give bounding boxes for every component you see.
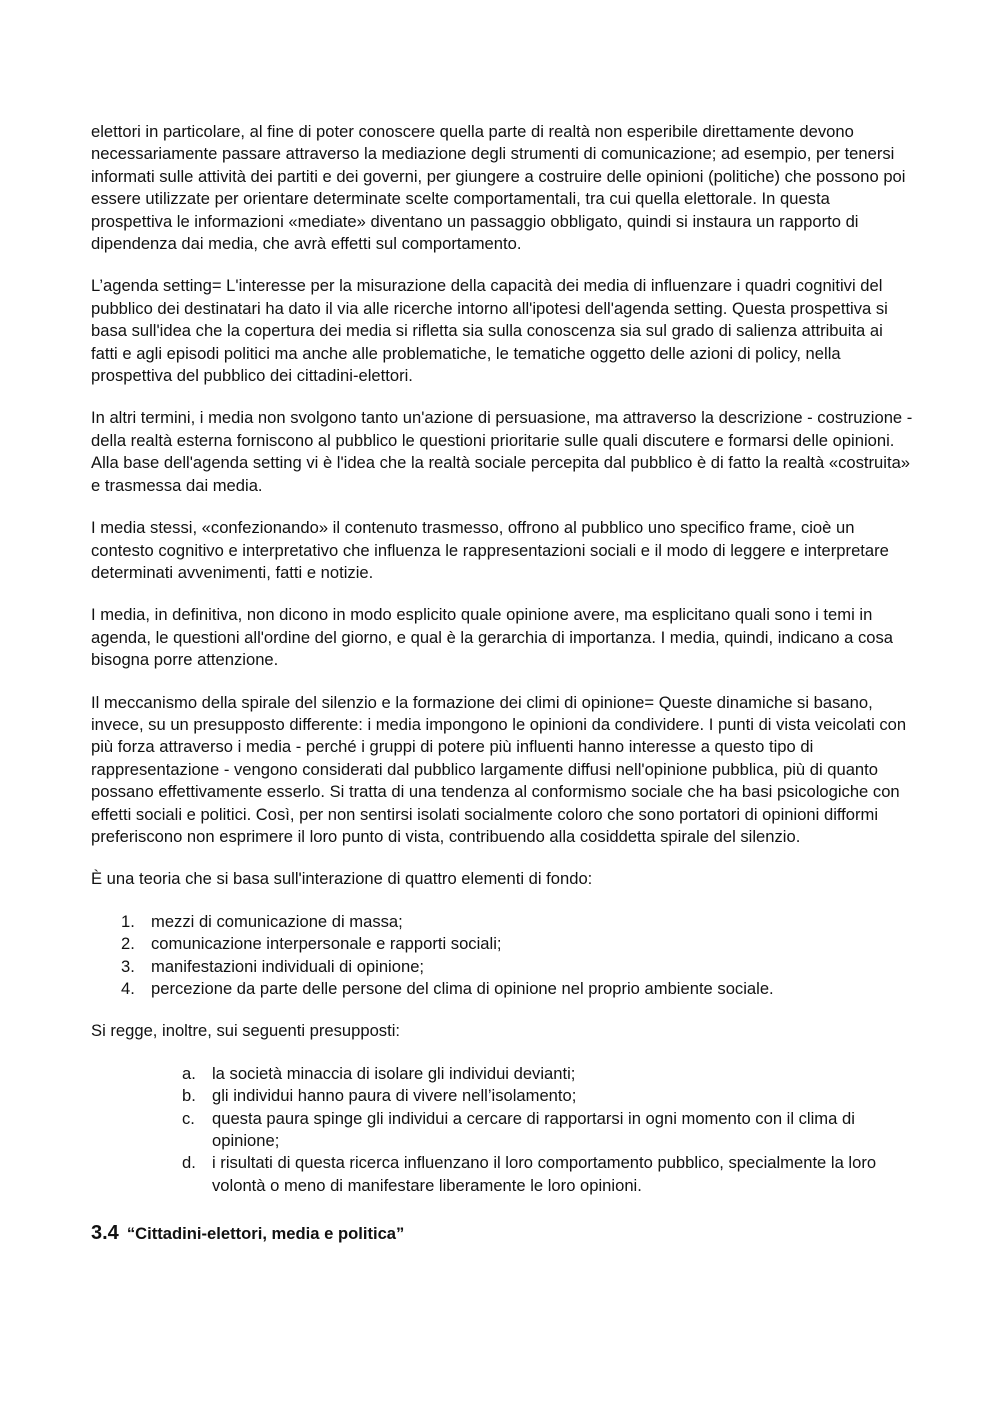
list-marker: c. <box>182 1108 195 1128</box>
presupposti-list <box>91 1063 913 1197</box>
list-marker: 1. <box>121 911 135 931</box>
list-item <box>91 1152 913 1197</box>
list-marker: b. <box>182 1086 196 1106</box>
list-item-text: i risultati di questa ricerca influenzano il loro comportamento pubblico, specialmente la loro volontà o meno di manifestare liberamente le loro opinioni. <box>212 1153 877 1195</box>
list-marker: 4. <box>121 979 135 998</box>
list-item <box>91 911 913 933</box>
list-item <box>91 933 913 955</box>
list-item <box>91 978 913 1000</box>
list-item-text: comunicazione interpersonale e rapporti sociali; <box>151 934 502 954</box>
list-item <box>91 1108 913 1153</box>
section-heading <box>91 1217 913 1248</box>
list-item <box>91 956 913 978</box>
document-page <box>91 121 913 1248</box>
elements-list <box>91 911 913 1001</box>
list-item-text: gli individui hanno paura di vivere nell’isolamento; <box>212 1086 577 1106</box>
paragraph-media-dependency: elettori in particolare, al fine di poter conoscere quella parte di realtà non esperibile direttamente devono necessariamente passare attraverso la mediazione degli strumenti di comunicazione; ad esempio, per tenersi informati sulle attività dei partiti e dei governi, per giungere a costruire delle opinioni (politiche) che possono poi essere utilizzate per orientare determinate scelte comportamentali, tra cui quella elettorale. In questa prospettiva le informazioni «mediate» diventano un passaggio obbligato, quindi si instaura un rapporto di dipendenza dai media, che avrà effetti sul comportamento. <box>91 122 906 254</box>
list-marker: a. <box>182 1063 196 1083</box>
list-item-text: mezzi di comunicazione di massa; <box>151 911 403 931</box>
list-item <box>91 1063 913 1085</box>
paragraph-agenda-setting: L’agenda setting= L'interesse per la misurazione della capacità dei media di influenzare i quadri cognitivi del pubblico dei destinatari ha dato il via alle ricerche intorno all'ipotesi dell'agenda setting. Questa prospettiva si basa sull'idea che la copertura dei media si rifletta sia sulla conoscenza sia sul grado di salienza attribuita ai fatti e agli episodi politici ma anche alle problematiche, le tematiche oggetto delle azioni di policy, nella prospettiva del pubblico dei cittadini-elettori. <box>91 276 888 386</box>
list-item-text: percezione da parte delle persone del clima di opinione nel proprio ambiente sociale. <box>151 979 774 998</box>
paragraph-media-definitive: I media, in definitiva, non dicono in modo esplicito quale opinione avere, ma esplicitano quali sono i temi in agenda, le questioni all'ordine del giorno, e qual è la gerarchia di importanza. I media, quindi, indicano a cosa bisogna porre attenzione. <box>91 605 894 670</box>
list-item-text: la società minaccia di isolare gli individui devianti; <box>212 1063 576 1083</box>
paragraph-presupposti-intro: Si regge, inoltre, sui seguenti presupposti: <box>91 1021 401 1041</box>
paragraph-frame: I media stessi, «confezionando» il contenuto trasmesso, offrono al pubblico uno specifico frame, cioè un contesto cognitivo e interpretativo che influenza le rappresentazioni sociali e il modo di leggere e interpretare determinati avvenimenti, fatti e notizie. <box>91 518 889 582</box>
list-marker: 3. <box>121 956 135 976</box>
list-marker: 2. <box>121 934 135 954</box>
paragraph-spiral-of-silence: Il meccanismo della spirale del silenzio e la formazione dei climi di opinione= Queste dinamiche si basano, invece, su un presupposto differente: i media impongono le opinioni da condividere. I punti di vista veicolati con più forza attraverso i media - perché i gruppi di potere più influenti hanno interesse a questo tipo di rappresentazione - vengono considerati dal pubblico largamente diffusi nell'opinione pubblica, più di quanto possano effettivamente esserlo. Si tratta di una tendenza al conformismo sociale che ha basi psicologiche con effetti sociali e politici. Così, per non sentirsi isolati socialmente coloro che sono portatori di opinioni difformi preferiscono non esprimere il loro punto di vista, contribuendo alla cosiddetta spirale del silenzio. <box>91 692 907 846</box>
list-marker: d. <box>182 1153 196 1173</box>
list-item <box>91 1085 913 1107</box>
list-item-text: manifestazioni individuali di opinione; <box>151 956 425 976</box>
paragraph-theory-elements-intro: È una teoria che si basa sull'interazione di quattro elementi di fondo: <box>91 869 593 889</box>
section-number: 3.4 <box>91 1222 119 1245</box>
section-title: “Cittadini-elettori, media e politica” <box>126 1224 405 1244</box>
paragraph-other-terms: In altri termini, i media non svolgono tanto un'azione di persuasione, ma attraverso la descrizione - costruzione - della realtà esterna forniscono al pubblico le questioni prioritarie sulle quali discutere e formarsi delle opinioni. Alla base dell'agenda setting vi è l'idea che la realtà sociale percepita dal pubblico è di fatto la realtà «costruita» e trasmessa dai media. <box>91 408 913 495</box>
list-item-text: questa paura spinge gli individui a cercare di rapportarsi in ogni momento con il clima di opinione; <box>212 1108 855 1151</box>
